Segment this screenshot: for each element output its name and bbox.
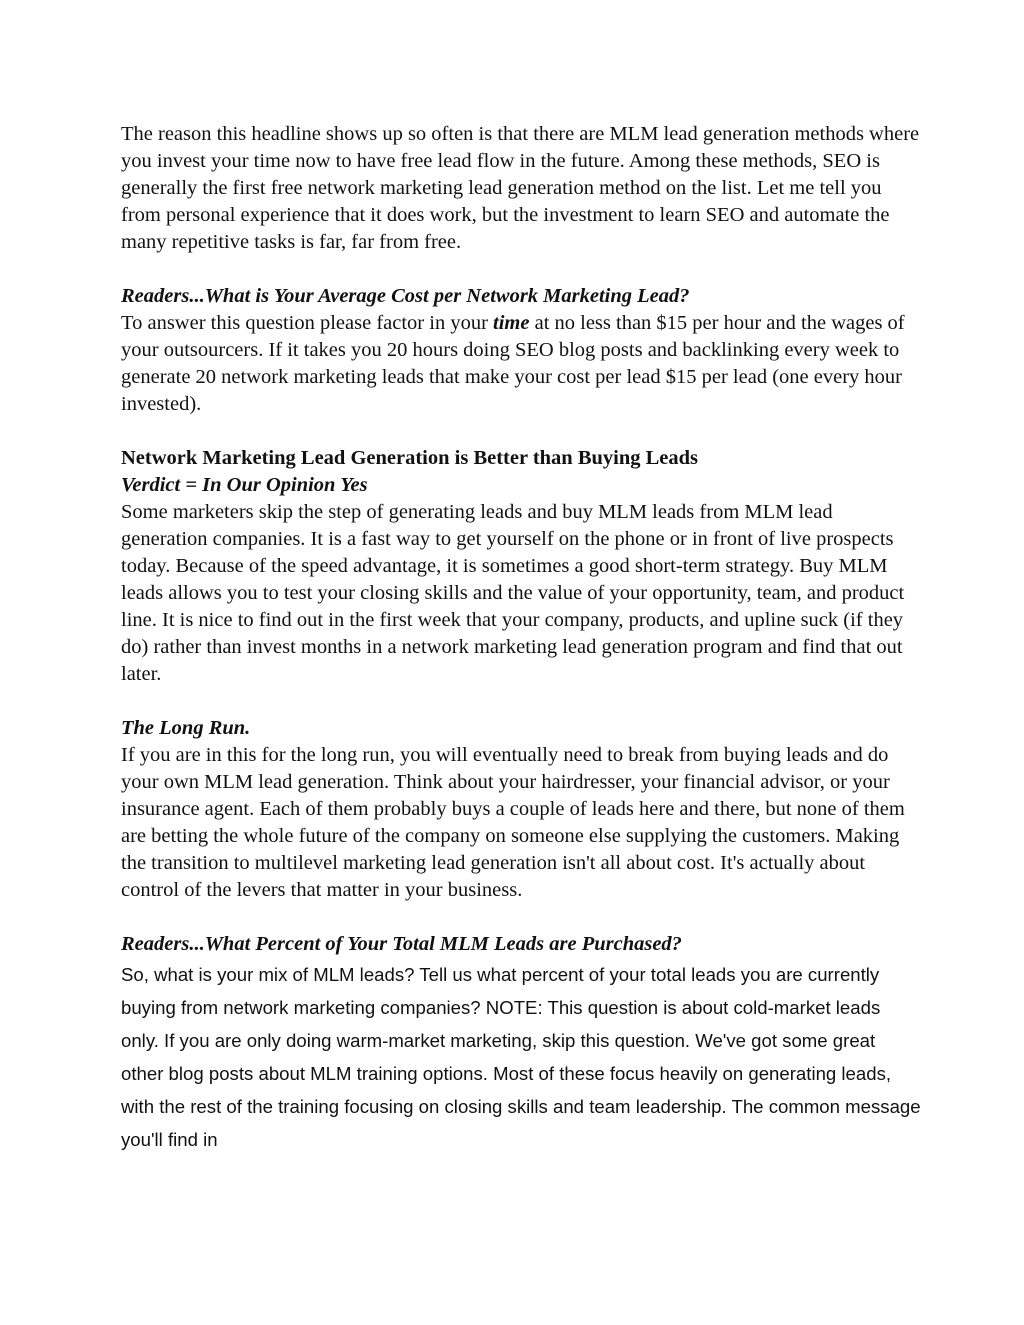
paragraph-cost-text-start: To answer this question please factor in your (121, 312, 494, 334)
spacer (121, 688, 921, 715)
paragraph-buying-leads: Some marketers skip the step of generating leads and buy MLM leads from MLM lead generation companies. It is a fast way to get yourself on the phone or in front of live prospects today. Because of the speed advantage, it is sometimes a good short-term strategy. Buy MLM leads allows you to test your closing skills and the value of your opportunity, team, and product line. It is nice to find out in the first week that your company, products, and upline suck (if they do) rather than invest months in a network marketing lead generation program and find that out later. (121, 501, 905, 685)
paragraph-cost-per-lead (121, 310, 921, 418)
spacer (121, 256, 921, 283)
paragraph-seo-intro: The reason this headline shows up so often is that there are MLM lead generation methods where you invest your time now to have free lead flow in the future. Among these methods, SEO is generally the first free network marketing lead generation method on the list. Let me tell you from personal experience that it does work, but the investment to learn SEO and automate the many repetitive tasks is far, far from free. (121, 123, 920, 253)
heading-better-than-buying: Network Marketing Lead Generation is Better than Buying Leads (121, 447, 699, 469)
paragraph-long-run: If you are in this for the long run, you will eventually need to break from buying leads and do your own MLM lead generation. Think about your hairdresser, your financial advisor, or your insurance agent. Each of them probably buys a couple of leads here and there, but none of them are betting the whole future of the company on someone else supplying the customers. Making the transition to multilevel marketing lead generation isn't all about cost. It's actually about control of the levers that matter in your business. (121, 744, 905, 901)
spacer (121, 418, 921, 445)
heading-long-run: The Long Run. (121, 717, 251, 739)
spacer (121, 904, 921, 931)
heading-verdict: Verdict = In Our Opinion Yes (121, 474, 368, 496)
emphasis-time: time (493, 312, 530, 334)
document-page (121, 121, 921, 1156)
heading-average-cost: Readers...What is Your Average Cost per Network Marketing Lead? (121, 285, 690, 307)
heading-percent-purchased: Readers...What Percent of Your Total MLM Leads are Purchased? (121, 933, 682, 955)
paragraph-cost-text-end: at no less than $15 per hour and the wages of your outsourcers. If it takes you 20 hours doing SEO blog posts and backlinking every week to generate 20 network marketing leads that make your cost per lead $15 per lead (one every hour invested). (121, 312, 905, 415)
paragraph-lead-mix: So, what is your mix of MLM leads? Tell us what percent of your total leads you are currently buying from network marketing companies? NOTE: This question is about cold-market leads only. If you are only doing warm-market marketing, skip this question. We've got some great other blog posts about MLM training options. Most of these focus heavily on generating leads, with the rest of the training focusing on closing skills and team leadership. The common message you'll find in (121, 964, 921, 1150)
